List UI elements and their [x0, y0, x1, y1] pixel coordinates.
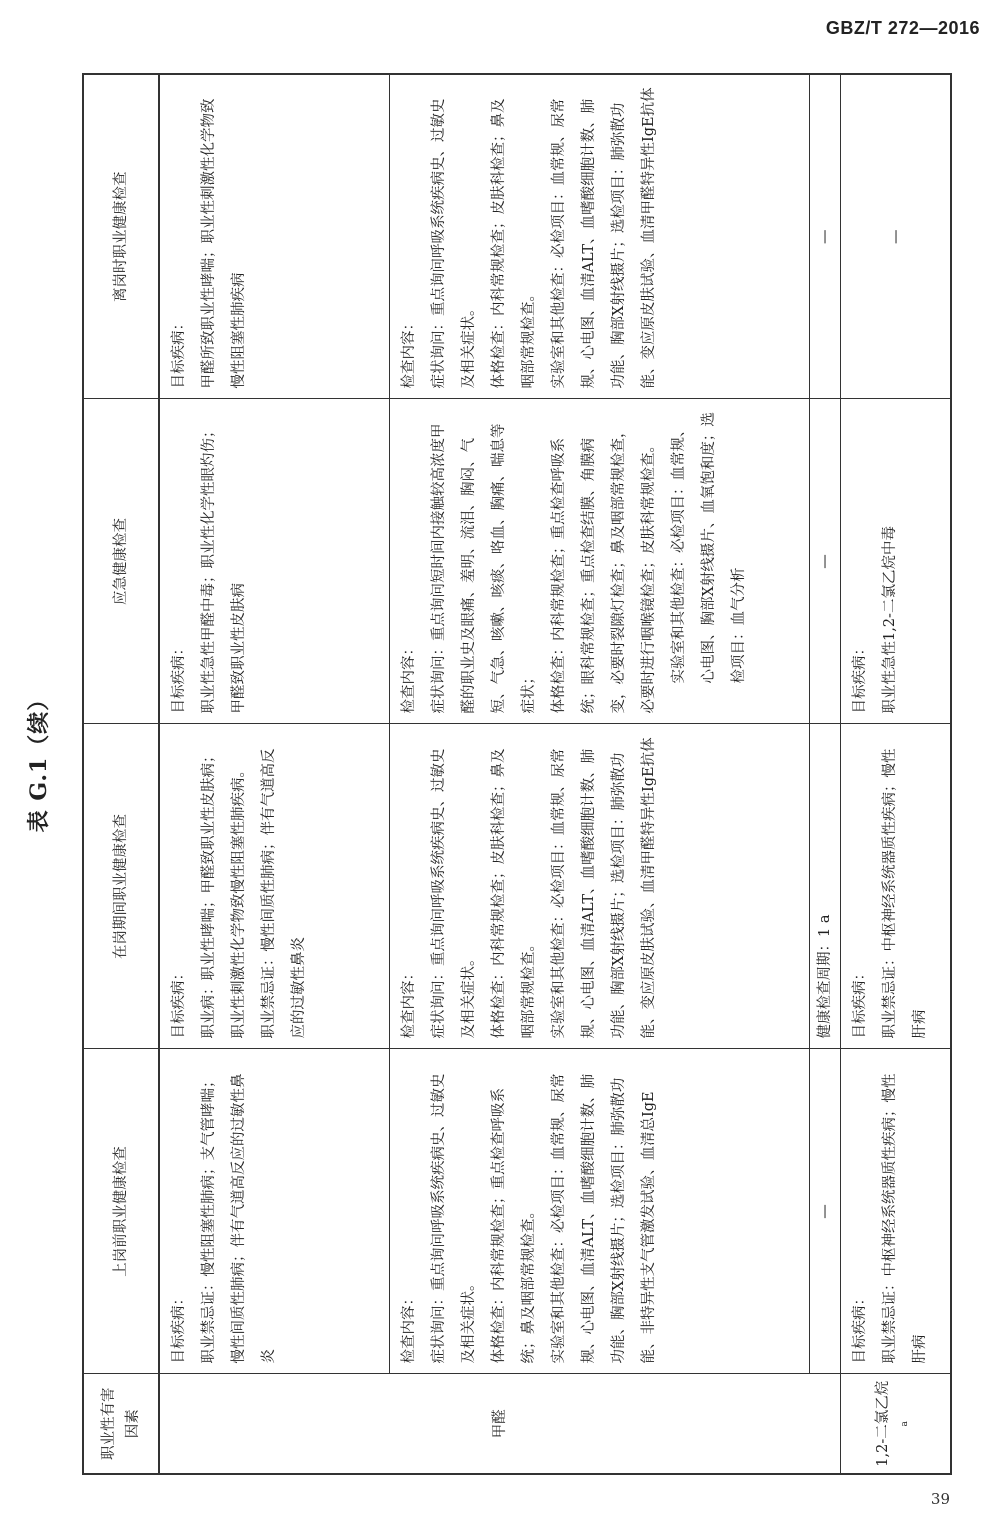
para: 职业禁忌证：中枢神经系统器质性疾病；慢性肝病: [882, 1073, 929, 1364]
para: 职业禁忌证：慢性间质性肺病；伴有气道高反应的过敏性鼻炎: [261, 748, 307, 1039]
cell-leave-contents: [389, 74, 810, 399]
cell-pre-targets-dce: [841, 1049, 951, 1374]
page-title: 表 G.1（续）: [26, 687, 52, 833]
cell-leave-targets-dce: —: [841, 74, 951, 399]
para: 职业禁忌证：中枢神经系统器质性疾病；慢性肝病: [882, 748, 929, 1039]
standard-code: GBZ/T 272—2016: [825, 18, 980, 38]
para: 体格检查：内科常规检查；重点检查呼吸系统；鼻及咽部常规检查。: [490, 1088, 537, 1364]
para: 症状询问：重点询问呼吸系统疾病史、过敏史及相关症状。: [430, 1073, 477, 1364]
cell-pre-contents: [389, 1049, 810, 1374]
dichloroethane-row: [841, 74, 951, 1474]
para: 目标疾病：: [171, 316, 187, 389]
para: 目标疾病：: [171, 641, 187, 714]
para: 症状询问：重点询问呼吸系统疾病史、过敏史及相关症状。: [430, 748, 477, 1039]
cell-emergency-cycle: —: [810, 399, 841, 724]
formaldehyde-cycle-row: [810, 74, 841, 1474]
para: 实验室和其他检查：必检项目：血常规、尿常规、心电图、血清ALT、血嗜酸细胞计数、肺功能、胸部X射线摄片；选检项目：肺弥散功能、变应原皮肤试验、血清甲醛特异性IgE抗体: [550, 87, 657, 389]
cell-emergency-targets: [159, 399, 389, 724]
cell-during-targets-dce: [841, 724, 951, 1049]
para: 目标疾病：: [852, 641, 869, 714]
factor-name: 1,2-二氯乙烷: [874, 1380, 891, 1467]
rotated-table-wrapper: [82, 75, 952, 1475]
para: 症状询问：重点询问呼吸系统疾病史、过敏史及相关症状。: [430, 98, 477, 389]
cell-emergency-targets-dce: [841, 399, 951, 724]
formaldehyde-content-row: [389, 74, 810, 1474]
para: 体格检查：内科常规检查；皮肤科检查；鼻及咽部常规检查。: [490, 98, 537, 389]
para: 职业性急性甲醛中毒；职业性化学性眼灼伤；甲醛致职业性皮肤病: [201, 423, 247, 714]
para: 检查内容：: [400, 316, 417, 389]
para: 检查内容：: [400, 966, 417, 1039]
cell-leave-cycle: —: [810, 74, 841, 399]
header-emergency: 应急健康检查: [83, 399, 159, 724]
para: 实验室和其他检查：必检项目：血常规、心电图、胸部X射线摄片、血氧饱和度；选检项目：血气分析: [670, 412, 747, 684]
cell-during-cycle: 健康检查周期：1 a: [810, 724, 841, 1049]
cell-pre-cycle: —: [810, 1049, 841, 1374]
para: 症状询问：重点询问短时间内接触较高浓度甲醛的职业史及眼痛、羞明、流泪、胸闷、气短、气急、咳嗽、咳痰、咯血、胸痛、喘息等症状；: [430, 423, 537, 714]
factor-formaldehyde: 甲醛: [159, 1374, 841, 1474]
cell-leave-targets: [159, 74, 389, 399]
header-during-employment: 在岗期间职业健康检查: [83, 724, 159, 1049]
para: 职业性急性1,2-二氯乙烷中毒: [882, 526, 899, 714]
para: 甲醛所致职业性哮喘；职业性刺激性化学物致慢性阻塞性肺疾病: [201, 98, 247, 389]
factor-dichloroethane: [841, 1374, 951, 1474]
para: 实验室和其他检查：必检项目：血常规、尿常规、心电图、血清ALT、血嗜酸细胞计数、肺功能、胸部X射线摄片；选检项目：肺弥散功能、变应原皮肤试验、血清甲醛特异性IgE抗体: [550, 737, 657, 1039]
health-check-table: [82, 73, 952, 1475]
para: 检查内容：: [400, 1291, 417, 1364]
para: 目标疾病：: [171, 966, 187, 1039]
header-leave: 离岗时职业健康检查: [83, 74, 159, 399]
para: 实验室和其他检查：必检项目：血常规、尿常规、心电图、血清ALT、血嗜酸细胞计数、肺功能、胸部X射线摄片；选检项目：肺弥散功能、非特异性支气管激发试验、血清总IgE: [550, 1073, 657, 1364]
para: 体格检查：内科常规检查；重点检查呼吸系统；眼科常规检查；重点检查结膜、角膜病变，必要时裂隙灯检查；鼻及咽部常规检查，必要时进行咽喉镜检查；皮肤科常规检查。: [550, 423, 657, 714]
para: 目标疾病：: [171, 1291, 187, 1364]
header-pre-employment: 上岗前职业健康检查: [83, 1049, 159, 1374]
para: 目标疾病：: [852, 1291, 869, 1364]
para: 检查内容：: [400, 641, 417, 714]
cell-pre-targets: [159, 1049, 389, 1374]
para: 目标疾病：: [852, 966, 869, 1039]
footnote-mark: a: [899, 1421, 910, 1427]
cell-during-contents: [389, 724, 810, 1049]
para: 体格检查：内科常规检查；皮肤科检查；鼻及咽部常规检查。: [490, 748, 537, 1039]
header-row: [83, 74, 159, 1474]
page-number: 39: [930, 1490, 950, 1508]
header-factor: 职业性有害因素: [83, 1374, 159, 1474]
cell-emergency-contents: [389, 399, 810, 724]
para: 职业禁忌证：慢性阻塞性肺病；支气管哮喘；慢性间质性肺病；伴有气道高反应的过敏性鼻炎: [201, 1073, 277, 1364]
formaldehyde-target-row: [159, 74, 389, 1474]
para: 职业病：职业性哮喘；甲醛致职业性皮肤病；职业性刺激性化学物致慢性阻塞性肺疾病。: [201, 748, 247, 1039]
cell-during-targets: [159, 724, 389, 1049]
